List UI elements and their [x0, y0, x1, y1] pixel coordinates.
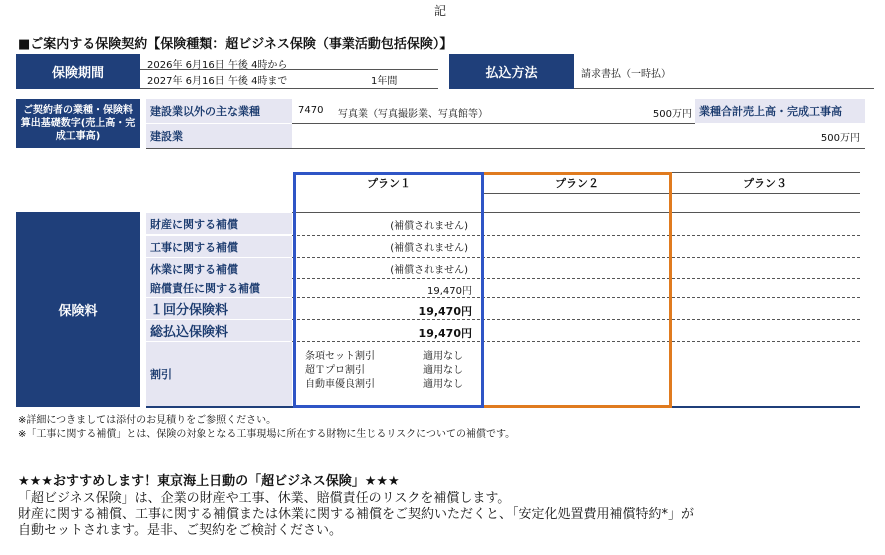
discount-value-3: 適用なし — [423, 379, 463, 390]
business-row1-amount: 500万円 — [652, 109, 692, 120]
payment-bottom-line — [574, 88, 874, 89]
period-end: 2027年 6月16日 午後 4時まで — [147, 76, 288, 87]
business-bottom-line — [146, 148, 865, 149]
period-divider — [140, 69, 438, 70]
section-title: ■ご案内する保険契約【保険種類：超ビジネス保険（事業活動包括保険）】 — [18, 37, 453, 52]
plan1-header: プラン１ — [367, 177, 411, 190]
business-mid-line — [292, 123, 695, 124]
discount-value-1: 適用なし — [423, 351, 463, 362]
discount-name-1: 条項セット割引 — [305, 351, 375, 362]
plan2-frame — [484, 172, 672, 408]
plan1-property-value: (補償されません) — [390, 221, 468, 232]
heading-mark: 記 — [434, 4, 447, 18]
recommend-line-3: 自動セットされます。是非、ご契約をご検討ください。 — [18, 523, 342, 538]
business-row2-label: 建設業 — [146, 124, 292, 148]
payment-value: 請求書払（一時払） — [581, 69, 671, 80]
row-discount-label: 割引 — [146, 342, 292, 406]
business-total-label: 業種合計売上高・完成工事高 — [695, 99, 865, 123]
period-label: 保険期間 — [16, 54, 140, 89]
row-liability-label: 賠償責任に関する補償 — [146, 279, 292, 297]
business-row1-label: 建設業以外の主な業種 — [146, 99, 292, 123]
plan1-liability-value: 19,470円 — [427, 286, 472, 297]
row-business-interruption-label: 休業に関する補償 — [146, 258, 292, 279]
period-bottom-line — [140, 88, 438, 89]
period-duration: 1年間 — [371, 76, 398, 87]
recommend-title: ★★★おすすめします！東京海上日動の「超ビジネス保険」★★★ — [18, 474, 400, 489]
discount-value-2: 適用なし — [423, 365, 463, 376]
discount-name-2: 超Ｔプロ割引 — [305, 365, 365, 376]
plan1-frame — [293, 172, 484, 408]
business-row1-desc: 写真業（写真撮影業、写真館等） — [338, 109, 488, 120]
plan3-top-line — [672, 172, 860, 173]
period-start: 2026年 6月16日 午後 4時から — [147, 60, 288, 71]
row-property-label: 財産に関する補償 — [146, 213, 292, 234]
plan1-total-value: 19,470円 — [418, 327, 472, 340]
plan3-header: プラン３ — [743, 177, 787, 190]
note-1: ※詳細につきましては添付のお見積りをご参照ください。 — [18, 415, 277, 426]
payment-label: 払込方法 — [449, 54, 574, 89]
note-2: ※「工事に関する補償」とは、保険の対象となる工事現場に所在する財物に生じるリスクについての補償です。 — [18, 429, 516, 440]
business-row1-code: 7470 — [298, 105, 324, 116]
row-construction-label: 工事に関する補償 — [146, 236, 292, 257]
plan1-interruption-value: (補償されません) — [390, 265, 468, 276]
plan1-construction-value: (補償されません) — [390, 243, 468, 254]
premium-label: 保険料 — [16, 212, 140, 407]
plan1-installment-value: 19,470円 — [418, 305, 472, 318]
business-label: ご契約者の業種・保険料算出基礎数字(売上高・完成工事高) — [16, 99, 140, 148]
row-total-label: 総払込保険料 — [146, 320, 292, 341]
recommend-line-1: 「超ビジネス保険」は、企業の財産や工事、休業、賠償責任のリスクを補償します。 — [18, 491, 511, 506]
row-installment-label: １回分保険料 — [146, 298, 292, 319]
business-row2-total: 500万円 — [820, 133, 860, 144]
discount-name-3: 自動車優良割引 — [305, 379, 375, 390]
plan2-header: プラン２ — [555, 177, 599, 190]
recommend-line-2: 財産に関する補償、工事に関する補償または休業に関する補償をご契約いただくと、「安定化処置費用補償特約*」が — [18, 507, 695, 522]
